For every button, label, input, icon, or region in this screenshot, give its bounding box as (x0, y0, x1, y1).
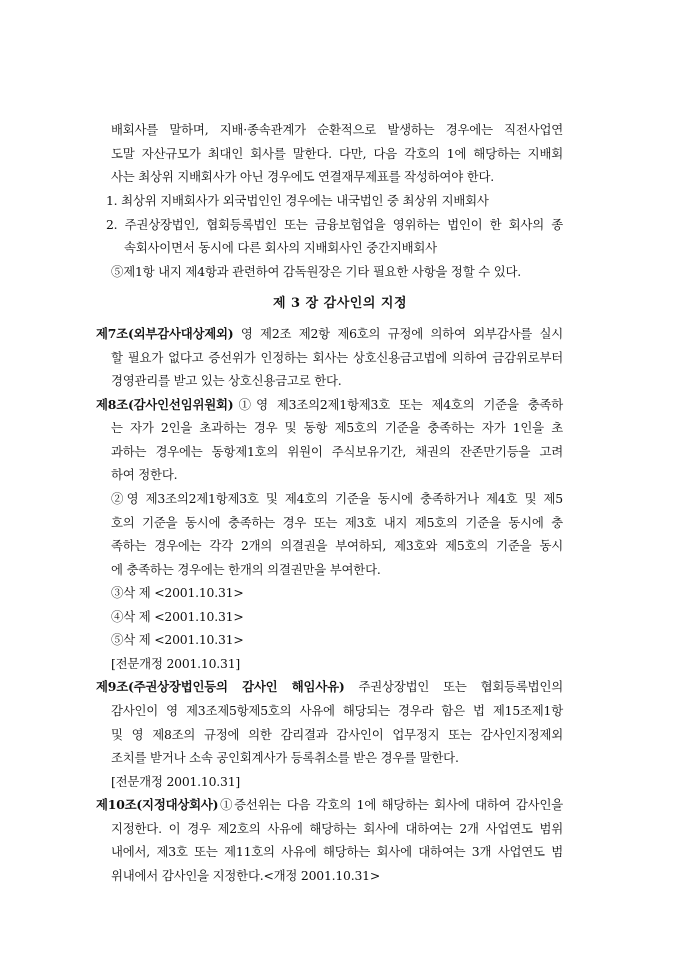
text-line: 조치를 받거나 소속 공인회계사가 등록취소를 받은 경우를 말한다. (111, 750, 459, 765)
deleted-paragraph: ⑤삭 제 <2001.10.31> (111, 632, 244, 647)
list-item: 1. 최상위 지배회사가 외국법인인 경우에는 내국법인 중 최상위 지배회사 (106, 193, 489, 208)
text-line: 위내에서 감사인을 지정한다.<개정 2001.10.31> (111, 868, 381, 883)
text-line: 및 영 제8조의 규정에 의한 감리결과 감사인이 업무정지 또는 감사인지정제외 (111, 727, 563, 742)
article-9-heading: 제9조(주권상장법인등의 감사인 해임사유) (96, 679, 345, 694)
text-line: 족하는 경우에는 각각 2개의 의결권을 부여하되, 제3호와 제5호의 기준을 동시 (111, 538, 563, 553)
text-line: 에 충족하는 경우에는 한개의 의결권만을 부여한다. (111, 562, 381, 577)
chapter-title: 제 3 장 감사인의 지정 (272, 296, 408, 311)
revision-note: [전문개정 2001.10.31] (111, 656, 241, 671)
deleted-paragraph: ④삭 제 <2001.10.31> (111, 609, 244, 624)
article-8-line (96, 397, 563, 413)
text-line: 하여 정한다. (111, 467, 178, 482)
text-line: 과하는 경우에는 동항제1호의 위원이 주식보유기간, 채권의 잔존만기등을 고려 (111, 444, 563, 459)
article-7-text: 영 제2조 제2항 제6호의 규정에 의하여 외부감사를 실시 (233, 326, 563, 341)
article-8-text: ①영 제3조의2제1항제3호 또는 제4호의 기준을 충족하 (233, 397, 563, 412)
article-10-line (96, 797, 563, 813)
list-item: 2. 주권상장법인, 협회등록법인 또는 금융보험업을 영위하는 법인이 한 회사의 종 (106, 217, 563, 232)
revision-note: [전문개정 2001.10.31] (111, 774, 241, 789)
text-line: 사는 최상위 지배회사가 아닌 경우에도 연결재무제표를 작성하여야 한다. (111, 169, 494, 184)
text-line: 호의 기준을 동시에 충족하는 경우 또는 제3호 내지 제5호의 기준을 동시에 충 (111, 515, 563, 530)
article-10-heading: 제10조(지정대상회사) (96, 797, 219, 812)
article-10-text: ①증선위는 다음 각호의 1에 해당하는 회사에 대하여 감사인을 (218, 797, 563, 812)
text-line: 배회사를 말하며, 지배·종속관계가 순환적으로 발생하는 경우에는 직전사업연 (111, 122, 563, 137)
text-line: ②영 제3조의2제1항제3호 및 제4호의 기준을 동시에 충족하거나 제4호 및 제5 (111, 491, 563, 506)
deleted-paragraph: ③삭 제 <2001.10.31> (111, 585, 244, 600)
text-line: 내에서, 제3호 또는 제11호의 사유에 해당하는 회사에 대하여는 3개 사업연도 범 (111, 844, 563, 859)
text-line: 지정한다. 이 경우 제2호의 사유에 해당하는 회사에 대하여는 2개 사업연도 범위 (111, 821, 563, 836)
text-line: 경영관리를 받고 있는 상호신용금고로 한다. (111, 373, 342, 388)
article-9-text: 주권상장법인 또는 협회등록법인의 (344, 679, 563, 694)
text-line: 감사인이 영 제3조제5항제5호의 사유에 해당되는 경우라 함은 법 제15조제1항 (111, 703, 563, 718)
text-line: 도말 자산규모가 최대인 회사를 말한다. 다만, 다음 각호의 1에 해당하는 지배회 (111, 146, 563, 161)
article-7-heading: 제7조(외부감사대상제외) (96, 326, 234, 341)
article-8-heading: 제8조(감사인선임위원회) (96, 397, 234, 412)
article-9-line (96, 679, 563, 695)
article-7-line (96, 326, 563, 342)
text-line: 할 필요가 없다고 증선위가 인정하는 회사는 상호신용금고법에 의하여 금감위로부터 (111, 350, 563, 365)
text-line: 는 자가 2인을 초과하는 경우 및 동항 제5호의 기준을 충족하는 자가 1인을 초 (111, 420, 563, 435)
paragraph: ⑤제1항 내지 제4항과 관련하여 감독원장은 기타 필요한 사항을 정할 수 있다. (111, 264, 521, 279)
list-item-continuation: 속회사이면서 동시에 다른 회사의 지배회사인 중간지배회사 (124, 240, 437, 255)
